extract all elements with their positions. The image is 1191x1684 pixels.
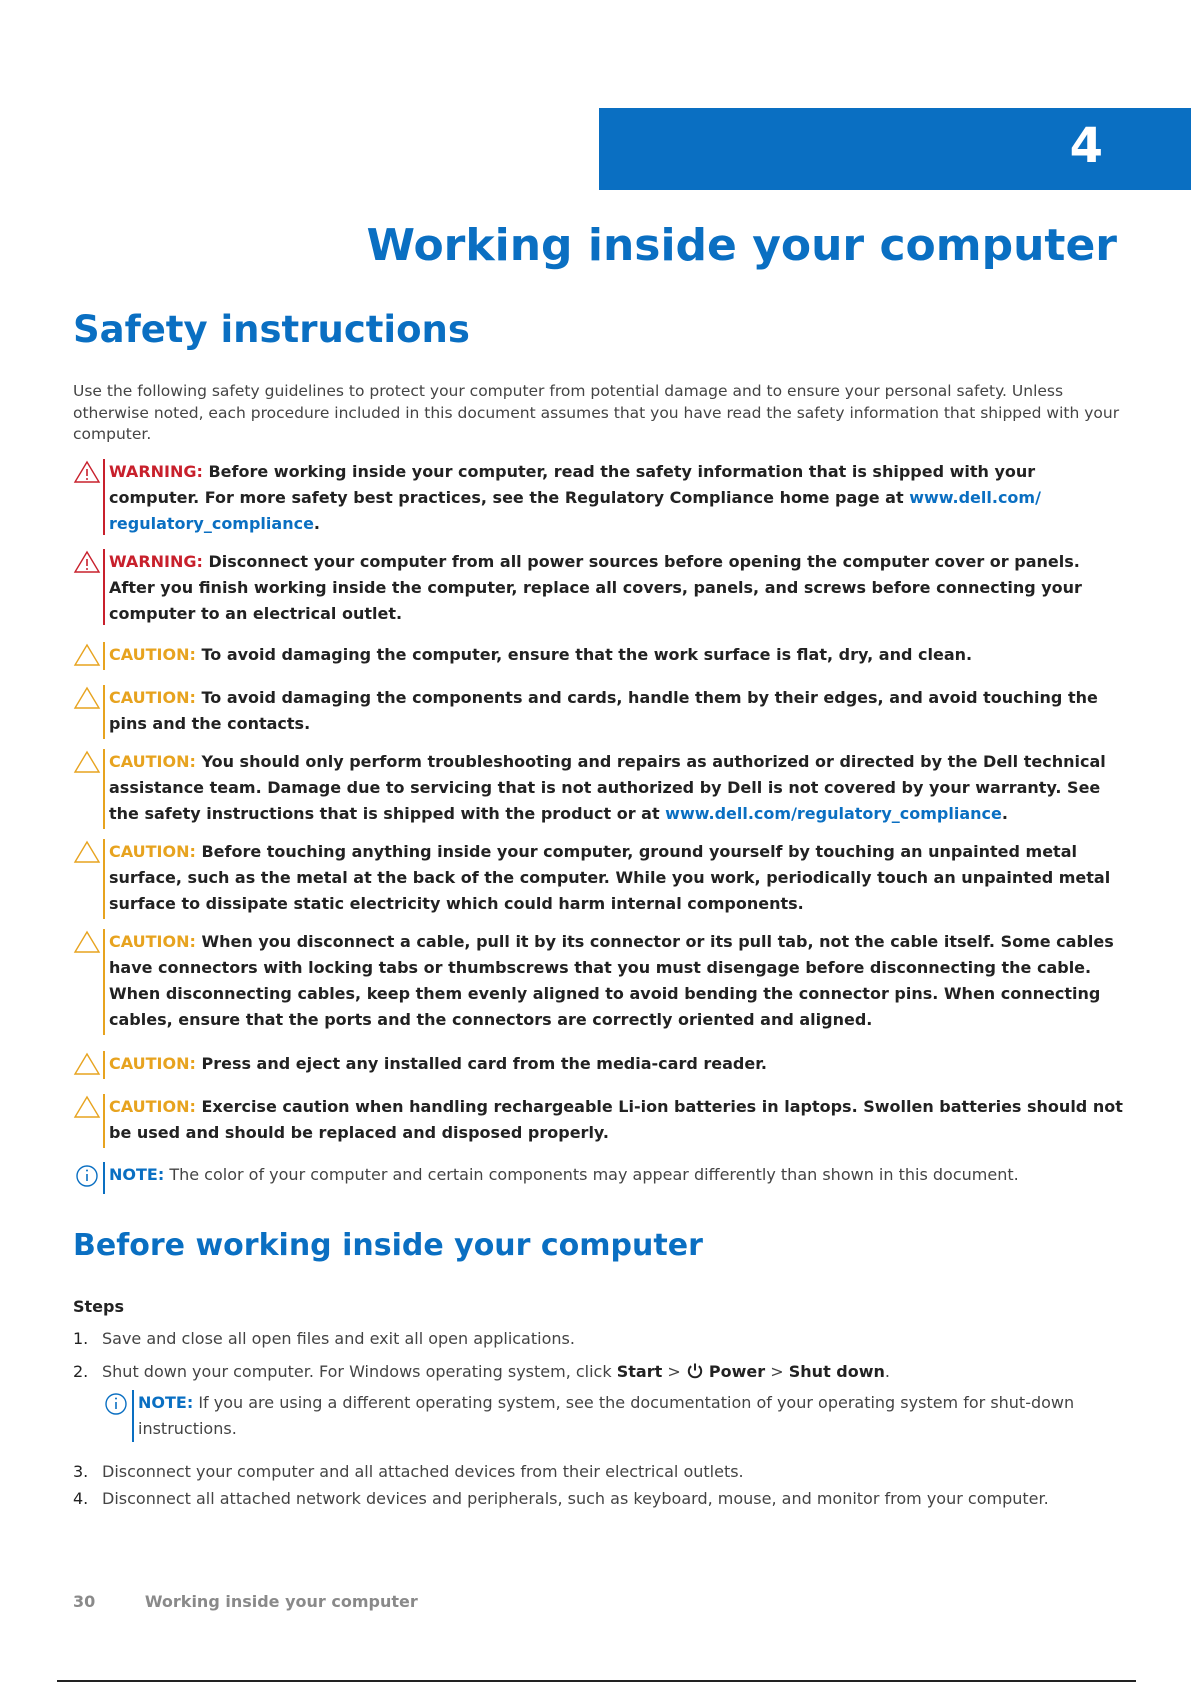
before-working-heading: Before working inside your computer: [73, 1228, 703, 1263]
notice-body: Disconnect your computer from all power sources before opening the computer cover or panels. After you finish working inside the computer, replace all covers, panels, and screws before connecting your computer to an electrical outlet.: [109, 552, 1082, 623]
notice-text: [109, 749, 1123, 827]
notice-label: CAUTION:: [109, 645, 196, 664]
caution-notice: [73, 839, 1123, 919]
info-circle-icon: [102, 1391, 130, 1415]
notice-text: [109, 1051, 1123, 1077]
regulatory-compliance-link[interactable]: www.dell.com/ regulatory_compliance: [109, 488, 1041, 533]
chapter-number: 4: [1069, 118, 1103, 174]
regulatory-compliance-link[interactable]: www.dell.com/regulatory_compliance: [665, 804, 1002, 823]
notice-body: To avoid damaging the components and cards, handle them by their edges, and avoid touching the pins and the contacts.: [109, 688, 1098, 733]
notice-body: Exercise caution when handling rechargeable Li-ion batteries in laptops. Swollen batteries should not be used and should be replaced and disposed properly.: [109, 1097, 1123, 1142]
notice-bar: [103, 929, 105, 1035]
notice-label: CAUTION:: [109, 932, 196, 951]
page-footer: [73, 1592, 418, 1611]
note-notice: [102, 1390, 1122, 1442]
notice-text: [138, 1390, 1122, 1442]
step-text: [102, 1360, 890, 1384]
start-label: Start: [616, 1362, 663, 1381]
notice-body: Before working inside your computer, read the safety information that is shipped with your computer. For more safety best practices, see the Regulatory Compliance home page at: [109, 462, 1036, 507]
safety-intro: Use the following safety guidelines to protect your computer from potential damage and to ensure your personal safety. Unless otherwise noted, each procedure included in this document assumes that you have read the safety information that shipped with your computer.: [73, 382, 1120, 443]
warning-triangle-icon: [73, 550, 101, 574]
steps-label: Steps: [73, 1297, 124, 1316]
footer-title: Working inside your computer: [144, 1592, 418, 1611]
notice-label: NOTE:: [138, 1393, 194, 1412]
notice-body: To avoid damaging the computer, ensure that the work surface is flat, dry, and clean.: [201, 645, 973, 664]
notice-bar: [103, 642, 105, 670]
notice-end: .: [1001, 804, 1008, 823]
notice-end: .: [313, 514, 320, 533]
safety-heading: Safety instructions: [73, 308, 470, 351]
step-text: Disconnect your computer and all attached devices from their electrical outlets.: [102, 1462, 744, 1481]
notice-body: Press and eject any installed card from the media-card reader.: [201, 1054, 767, 1073]
caution-triangle-icon: [73, 1095, 101, 1119]
caution-notice: [73, 642, 1123, 670]
notice-label: WARNING:: [109, 462, 203, 481]
caution-notice: [73, 749, 1123, 829]
notice-bar: [103, 749, 105, 829]
notice-text: [109, 1162, 1123, 1188]
notice-label: CAUTION:: [109, 688, 196, 707]
notice-bar: [103, 685, 105, 739]
notice-label: CAUTION:: [109, 752, 196, 771]
chapter-title: Working inside your computer: [366, 220, 1117, 271]
caution-triangle-icon: [73, 840, 101, 864]
notice-label: CAUTION:: [109, 842, 196, 861]
shut-down-label: Shut down: [788, 1362, 885, 1381]
caution-triangle-icon: [73, 643, 101, 667]
notice-body: Before touching anything inside your computer, ground yourself by touching an unpainted metal surface, such as the metal at the back of the computer. While you work, periodically touch an unpainted metal surface to dissipate static electricity which could harm internal components.: [109, 842, 1111, 913]
notice-bar: [103, 1051, 105, 1079]
step-number: 1.: [73, 1329, 89, 1348]
caution-notice: [73, 1051, 1123, 1079]
caution-triangle-icon: [73, 686, 101, 710]
step-text: Disconnect all attached network devices and peripherals, such as keyboard, mouse, and monitor from your computer.: [102, 1489, 1049, 1508]
caution-triangle-icon: [73, 1052, 101, 1076]
notice-body: When you disconnect a cable, pull it by its connector or its pull tab, not the cable itself. Some cables have connectors with locking tabs or thumbscrews that you must disengage before disconnecting the cable. When disconnecting cables, keep them evenly aligned to avoid bending the connector pins. When connecting cables, ensure that the ports and the connectors are correctly oriented and aligned.: [109, 932, 1114, 1029]
step-number: 3.: [73, 1462, 89, 1481]
notice-body: The color of your computer and certain components may appear differently than shown in this document.: [169, 1165, 1019, 1184]
footer-divider: [57, 1680, 1136, 1682]
notice-text: [109, 1094, 1123, 1146]
notice-bar: [103, 839, 105, 919]
notice-bar: [103, 1094, 105, 1148]
caution-notice: [73, 929, 1123, 1035]
separator: >: [667, 1362, 681, 1381]
separator: >: [770, 1362, 784, 1381]
notice-text: [109, 549, 1123, 627]
warning-notice: [73, 459, 1123, 535]
warning-triangle-icon: [73, 460, 101, 484]
caution-notice: [73, 1094, 1123, 1148]
step-text-pre: Shut down your computer. For Windows operating system, click: [102, 1362, 612, 1381]
power-icon: [686, 1362, 704, 1380]
notice-text: [109, 839, 1123, 917]
notice-bar: [132, 1390, 134, 1442]
caution-notice: [73, 685, 1123, 739]
notice-bar: [103, 549, 105, 625]
power-label: Power: [708, 1362, 766, 1381]
notice-bar: [103, 459, 105, 535]
notice-label: CAUTION:: [109, 1097, 196, 1116]
chapter-number-banner: [599, 108, 1191, 190]
warning-notice: [73, 549, 1123, 625]
notice-body: If you are using a different operating system, see the documentation of your operating system for shut-down instructions.: [138, 1393, 1075, 1438]
notice-text: [109, 459, 1123, 537]
step-text: Save and close all open files and exit all open applications.: [102, 1329, 575, 1348]
notice-text: [109, 685, 1123, 737]
step-text-end: .: [884, 1362, 890, 1381]
caution-triangle-icon: [73, 750, 101, 774]
caution-triangle-icon: [73, 930, 101, 954]
notice-label: CAUTION:: [109, 1054, 196, 1073]
notice-bar: [103, 1162, 105, 1194]
step-number: 2.: [73, 1362, 89, 1381]
notice-body: You should only perform troubleshooting and repairs as authorized or directed by the Dell technical assistance team. Damage due to servicing that is not authorized by Dell is not covered by your warranty. See the safety instructions that is shipped with the product or at: [109, 752, 1106, 823]
notice-text: [109, 642, 1123, 668]
notice-label: NOTE:: [109, 1165, 165, 1184]
note-notice: [73, 1162, 1123, 1194]
info-circle-icon: [73, 1163, 101, 1187]
page-number: 30: [73, 1592, 96, 1611]
notice-text: [109, 929, 1123, 1033]
step-number: 4.: [73, 1489, 89, 1508]
notice-label: WARNING:: [109, 552, 203, 571]
